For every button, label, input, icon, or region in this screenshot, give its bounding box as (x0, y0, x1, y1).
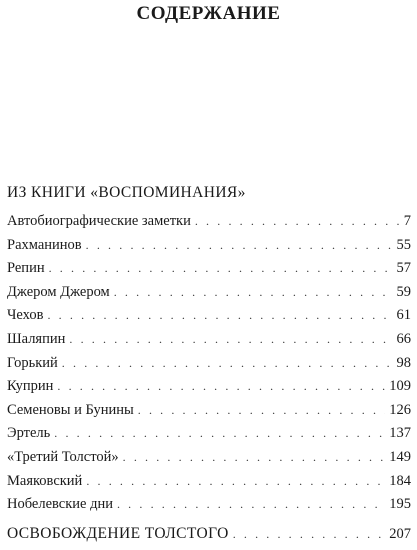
toc-leader-dots (138, 403, 386, 418)
toc-page-number: 98 (396, 354, 411, 371)
toc-page-number: 184 (389, 472, 411, 489)
toc-leader-dots (233, 527, 386, 542)
toc-page-number: 57 (396, 260, 411, 277)
toc-entry (7, 355, 411, 379)
toc-page-number: 109 (389, 378, 411, 395)
toc-entry (7, 307, 411, 331)
toc-entry-title: «Третий Толстой» (7, 448, 119, 465)
toc-page-number: 7 (403, 213, 411, 229)
toc-entry (7, 402, 411, 426)
toc-entry-title: Куприн (7, 378, 54, 395)
toc-leader-dots (195, 214, 400, 229)
toc-page-number: 207 (389, 526, 411, 542)
toc-entry-title: Маяковский (7, 472, 83, 489)
toc-page-number: 195 (389, 496, 411, 513)
toc-list (7, 213, 411, 520)
toc-entry-title: Автобиографические заметки (7, 213, 191, 229)
toc-entry (7, 378, 411, 402)
toc-entry (7, 284, 411, 308)
toc-page-number: 59 (396, 283, 411, 300)
toc-entry (7, 331, 411, 355)
toc-leader-dots (69, 332, 392, 347)
toc-entry (7, 425, 411, 449)
toc-leader-dots (86, 474, 385, 489)
toc-leader-dots (54, 426, 385, 441)
toc-entry-title: Нобелевские дни (7, 496, 113, 513)
toc-entry (7, 213, 411, 237)
toc-leader-dots (47, 308, 392, 323)
toc-entry-liberation-of-tolstoy (7, 525, 411, 543)
toc-leader-dots (123, 450, 386, 465)
toc-page-number: 126 (389, 401, 411, 418)
toc-entry-title: Репин (7, 260, 45, 277)
toc-entry-title: Джером Джером (7, 283, 110, 300)
toc-entry-title: Шаляпин (7, 330, 66, 347)
toc-leader-dots (117, 497, 385, 512)
toc-entry (7, 473, 411, 497)
toc-leader-dots (114, 285, 393, 300)
toc-entry-title: Чехов (7, 307, 44, 324)
toc-leader-dots (57, 379, 385, 394)
toc-entry-title: Горький (7, 354, 58, 371)
toc-entry-title: Эртель (7, 425, 51, 442)
toc-entry (7, 496, 411, 520)
toc-page-number: 149 (389, 448, 411, 465)
toc-page-number: 66 (396, 330, 411, 347)
toc-leader-dots (62, 356, 393, 371)
toc-entry (7, 449, 411, 473)
toc-page-number: 55 (396, 236, 411, 253)
page-title: СОДЕРЖАНИЕ (136, 3, 281, 24)
toc-page-number: 137 (389, 425, 411, 442)
toc-page-number: 61 (396, 307, 411, 324)
toc-entry (7, 260, 411, 284)
toc-entry-title: Рахманинов (7, 236, 82, 253)
section-heading-memoirs: ИЗ КНИГИ «ВОСПОМИНАНИЯ» (7, 184, 246, 201)
toc-leader-dots (49, 261, 393, 276)
toc-leader-dots (86, 238, 393, 253)
section-heading-liberation: ОСВОБОЖДЕНИЕ ТОЛСТОГО (7, 525, 229, 542)
toc-entry-title: Семеновы и Бунины (7, 401, 134, 418)
toc-entry (7, 237, 411, 261)
